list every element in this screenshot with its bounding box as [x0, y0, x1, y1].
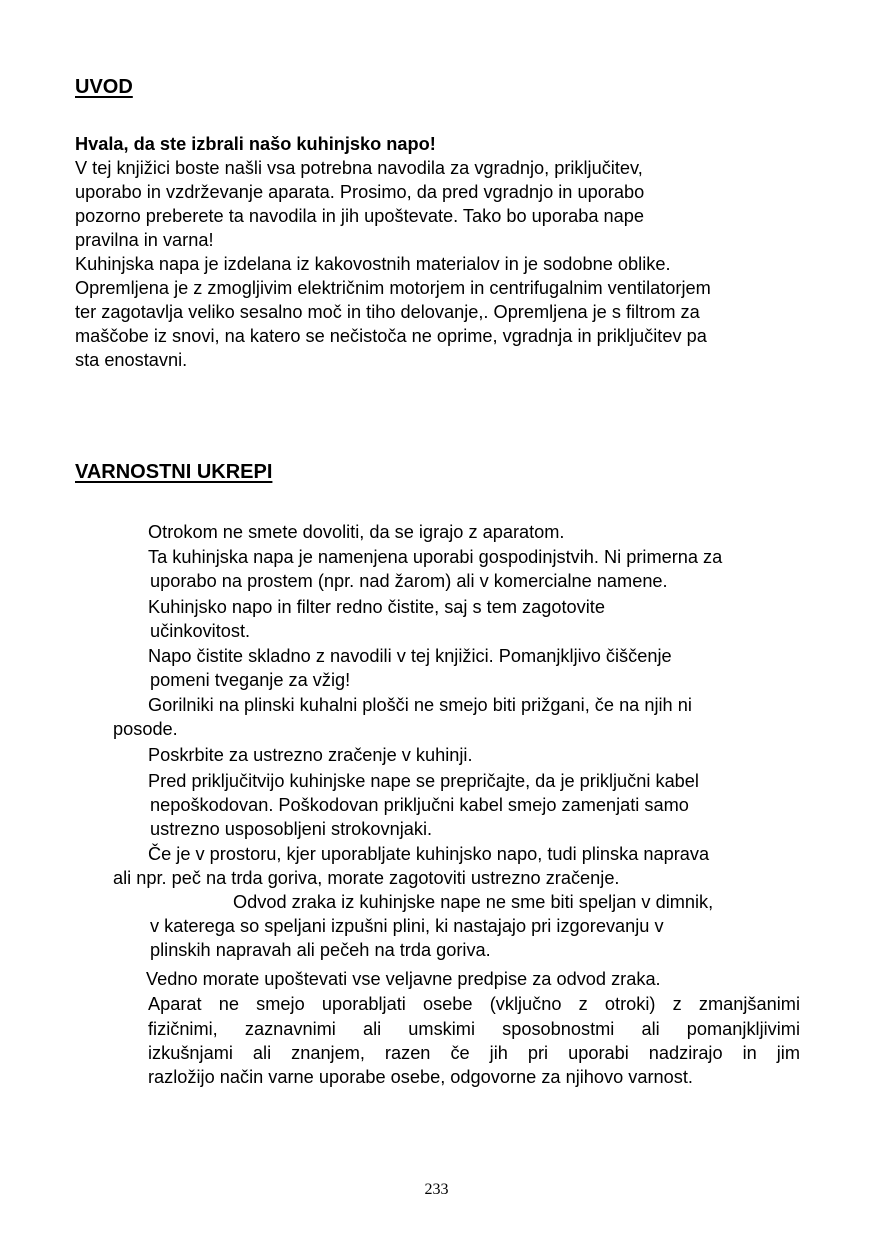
- page-number: 233: [424, 1181, 449, 1198]
- safety-paragraph-line: fizičnimi, zaznavnimi ali umskimi sposobnostmi ali pomanjkljivimi: [148, 1019, 800, 1039]
- safety-line: Poskrbite za ustrezno zračenje v kuhinji.: [148, 745, 473, 765]
- safety-line: plinskih napravah ali pečeh na trda goriva.: [150, 940, 491, 960]
- safety-line: posode.: [113, 719, 178, 739]
- section-title-uvod: UVOD: [75, 76, 133, 98]
- safety-line: ali npr. peč na trda goriva, morate zagotoviti ustrezno zračenje.: [113, 868, 620, 888]
- intro-line: ter zagotavlja veliko sesalno moč in tiho delovanje,. Opremljena je s filtrom za: [75, 302, 700, 322]
- safety-line: Odvod zraka iz kuhinjske nape ne sme biti speljan v dimnik,: [233, 892, 714, 912]
- safety-line: Kuhinjsko napo in filter redno čistite, saj s tem zagotovite: [148, 597, 605, 617]
- intro-line: Kuhinjska napa je izdelana iz kakovostnih materialov in je sodobne oblike.: [75, 254, 671, 274]
- safety-line: Napo čistite skladno z navodili v tej knjižici. Pomanjkljivo čiščenje: [148, 646, 672, 666]
- safety-line: ustrezno usposobljeni strokovnjaki.: [150, 819, 433, 839]
- intro-line: sta enostavni.: [75, 350, 188, 370]
- safety-line: učinkovitost.: [150, 621, 251, 641]
- section-title-safety: VARNOSTNI UKREPI: [75, 461, 273, 483]
- safety-line: v katerega so speljani izpušni plini, ki nastajajo pri izgorevanju v: [150, 916, 664, 936]
- safety-paragraph-line: izkušnjami ali znanjem, razen če jih pri uporabi nadzirajo in jim: [148, 1043, 800, 1063]
- intro-line: V tej knjižici boste našli vsa potrebna navodila za vgradnjo, priključitev,: [75, 158, 643, 178]
- intro-line: pravilna in varna!: [75, 230, 214, 250]
- safety-paragraph-line: razložijo način varne uporabe osebe, odgovorne za njihovo varnost.: [148, 1067, 693, 1087]
- safety-line: pomeni tveganje za vžig!: [150, 670, 351, 690]
- intro-line: uporabo in vzdrževanje aparata. Prosimo, da pred vgradnjo in uporabo: [75, 182, 645, 202]
- intro-line: Opremljena je z zmogljivim električnim motorjem in centrifugalnim ventilatorjem: [75, 278, 711, 298]
- safety-line: uporabo na prostem (npr. nad žarom) ali v komercialne namene.: [150, 571, 668, 591]
- safety-line: nepoškodovan. Poškodovan priključni kabel smejo zamenjati samo: [150, 795, 689, 815]
- safety-line: Gorilniki na plinski kuhalni plošči ne smejo biti prižgani, če na njih ni: [148, 695, 692, 715]
- safety-paragraph-line: Aparat ne smejo uporabljati osebe (vključno z otroki) z zmanjšanimi: [148, 994, 800, 1014]
- safety-line: Vedno morate upoštevati vse veljavne predpise za odvod zraka.: [146, 969, 661, 989]
- intro-line: pozorno preberete ta navodila in jih upoštevate. Tako bo uporaba nape: [75, 206, 644, 226]
- safety-line: Ta kuhinjska napa je namenjena uporabi gospodinjstvih. Ni primerna za: [148, 547, 723, 567]
- intro-line: maščobe iz snovi, na katero se nečistoča ne oprime, vgradnja in priključitev pa: [75, 326, 707, 346]
- safety-line: Otrokom ne smete dovoliti, da se igrajo z aparatom.: [148, 522, 565, 542]
- safety-line: Če je v prostoru, kjer uporabljate kuhinjsko napo, tudi plinska naprava: [148, 844, 710, 864]
- intro-greeting: Hvala, da ste izbrali našo kuhinjsko napo!: [75, 134, 436, 154]
- safety-line: Pred priključitvijo kuhinjske nape se prepričajte, da je priključni kabel: [148, 771, 699, 791]
